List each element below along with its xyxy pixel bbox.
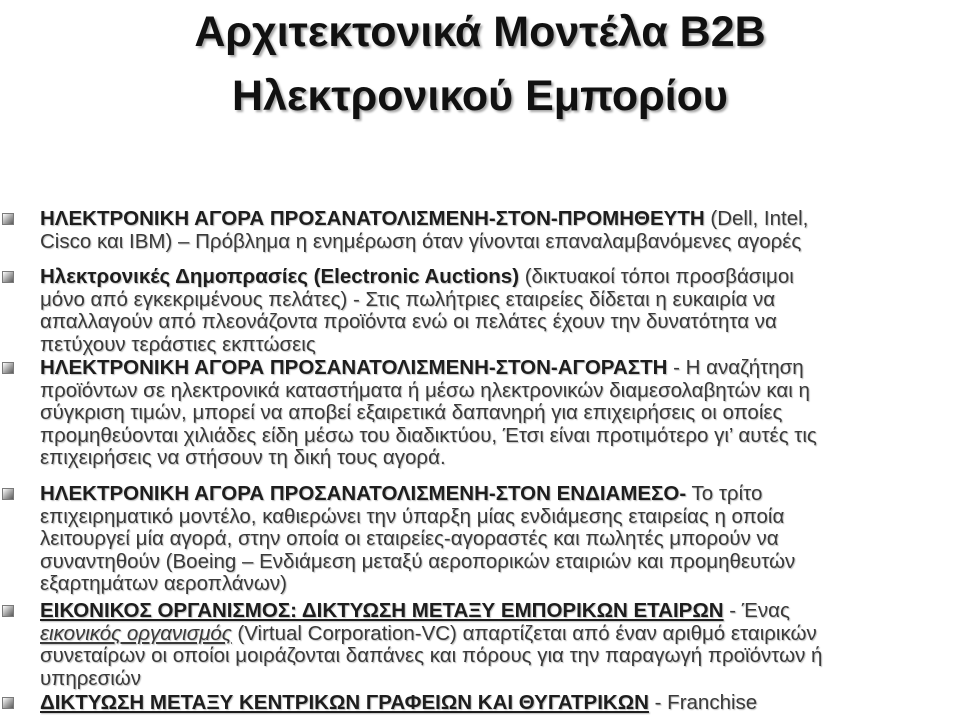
- bullet-text: ΕΙΚΟΝΙΚΟΣ ΟΡΓΑΝΙΣΜΟΣ: ΔΙΚΤΥΩΣΗ ΜΕΤΑΞΥ ΕΜΠΟΡΙΚΩΝ ΕΤΑΙΡΩΝ: [40, 599, 724, 622]
- bullet-text: Cisco και IBM) – Πρόβλημα η ενημέρωση όταν γίνονται επαναλαμβανόμενες αγορές: [40, 229, 802, 253]
- bullet-text: ΗΛΕΚΤΡΟΝΙΚΗ ΑΓΟΡΑ ΠΡΟΣΑΝΑΤΟΛΙΣΜΕΝΗ-ΣΤΟΝ-ΑΓΟΡΑΣΤΗ: [40, 356, 668, 379]
- bullet-line: [40, 600, 790, 622]
- bullet-line: [40, 551, 795, 573]
- bullet-line: [40, 692, 757, 714]
- bullet-text: - Η αναζήτηση: [667, 356, 804, 379]
- square-bullet-icon: [2, 362, 14, 374]
- bullet-text: επιχειρηματικό μοντέλο, καθιερώνει την ύπαρξη μίας ενδιάμεσης εταιρείας η οποία: [40, 504, 785, 528]
- slide-title-line-2: Ηλεκτρονικού Εμπορίου: [232, 72, 728, 120]
- bullet-text: προϊόντων σε ηλεκτρονικά καταστήματα ή μέσω ηλεκτρονικών διαμεσολαβητών και η: [40, 378, 810, 402]
- bullet-line: [40, 573, 287, 595]
- bullet-text: μόνο από εγκεκριμένους πελάτες) - Στις πωλήτριες εταιρείες δίδεται η ευκαιρία να: [40, 287, 776, 311]
- square-bullet-icon: [2, 488, 14, 500]
- bullet-line: [40, 334, 316, 356]
- bullet-text: ΗΛΕΚΤΡΟΝΙΚΗ ΑΓΟΡΑ ΠΡΟΣΑΝΑΤΟΛΙΣΜΕΝΗ-ΣΤΟΝ ΕΝΔΙΑΜΕΣΟ-: [40, 482, 687, 505]
- bullet-text: Το τρίτο: [686, 482, 763, 505]
- bullet-line: [40, 289, 775, 311]
- bullet-text: - Franchise: [648, 691, 758, 714]
- bullet-text: απαλλαγούν από πλεονάζοντα προϊόντα ενώ οι πελάτες έχουν την δυνατότητα να: [40, 310, 777, 334]
- bullet-text: εικονικός οργανισμός: [40, 621, 232, 645]
- bullet-text: συνεταίρων οι οποίοι μοιράζονται δαπάνες και πόρους για την παραγωγή προϊόντων ή: [40, 644, 823, 668]
- square-bullet-icon: [2, 605, 14, 617]
- bullet-line: [40, 208, 808, 230]
- bullet-line: [40, 623, 817, 645]
- bullet-line: [40, 668, 141, 690]
- square-bullet-icon: [2, 697, 14, 709]
- bullet-text: προμηθεύονται χιλιάδες είδη μέσω του διαδικτύου, Έτσι είναι προτιμότερο γι’ αυτές τις: [40, 423, 817, 447]
- square-bullet-icon: [2, 213, 14, 225]
- bullet-text: (Virtual Corporation-VC) απαρτίζεται από έναν αριθμό εταιρικών: [231, 621, 817, 645]
- bullet-line: [40, 311, 777, 333]
- bullet-line: [40, 402, 782, 424]
- bullet-line: [40, 357, 804, 379]
- bullet-text: πετύχουν τεράστιες εκπτώσεις: [40, 332, 316, 356]
- bullet-text: επιχειρήσεις να στήσουν τη δική τους αγορά.: [40, 446, 446, 470]
- slide-title-line-1: Αρχιτεκτονικά Μοντέλα Β2Β: [194, 8, 766, 56]
- bullet-line: [40, 231, 801, 253]
- bullet-text: σύγκριση τιμών, μπορεί να αποβεί εξαιρετικά δαπανηρή για επιχειρήσεις οι οποίες: [40, 401, 783, 425]
- bullet-line: [40, 447, 446, 469]
- bullet-line: [40, 380, 810, 402]
- bullet-text: εξαρτημάτων αεροπλάνων): [40, 572, 287, 596]
- bullet-text: - Ένας: [723, 599, 790, 622]
- bullet-text: (Dell, Intel,: [704, 207, 809, 230]
- square-bullet-icon: [2, 271, 14, 283]
- bullet-text: ΗΛΕΚΤΡΟΝΙΚΗ ΑΓΟΡΑ ΠΡΟΣΑΝΑΤΟΛΙΣΜΕΝΗ-ΣΤΟΝ-ΠΡΟΜΗΘΕΥΤΗ: [40, 207, 705, 230]
- bullet-text: Ηλεκτρονικές Δημοπρασίες (Electronic Auctions): [40, 265, 520, 288]
- bullet-line: [40, 483, 762, 505]
- bullet-text: λειτουργεί μία αγορά, στην οποία οι εταιρείες-αγοραστές και πωλητές μπορούν να: [40, 527, 779, 551]
- bullet-text: συναντηθούν (Boeing – Ενδιάμεση μεταξύ αεροπορικών εταιριών και προμηθευτών: [40, 549, 796, 573]
- bullet-line: [40, 645, 822, 667]
- bullet-line: [40, 266, 794, 288]
- bullet-line: [40, 528, 779, 550]
- bullet-text: υπηρεσιών: [40, 666, 142, 690]
- bullet-line: [40, 425, 817, 447]
- bullet-text: (δικτυακοί τόποι προσβάσιμοι: [519, 265, 794, 288]
- bullet-line: [40, 506, 784, 528]
- bullet-text: ΔΙΚΤΥΩΣΗ ΜΕΤΑΞΥ ΚΕΝΤΡΙΚΩΝ ΓΡΑΦΕΙΩΝ ΚΑΙ ΘΥΓΑΤΡΙΚΩΝ: [40, 691, 649, 714]
